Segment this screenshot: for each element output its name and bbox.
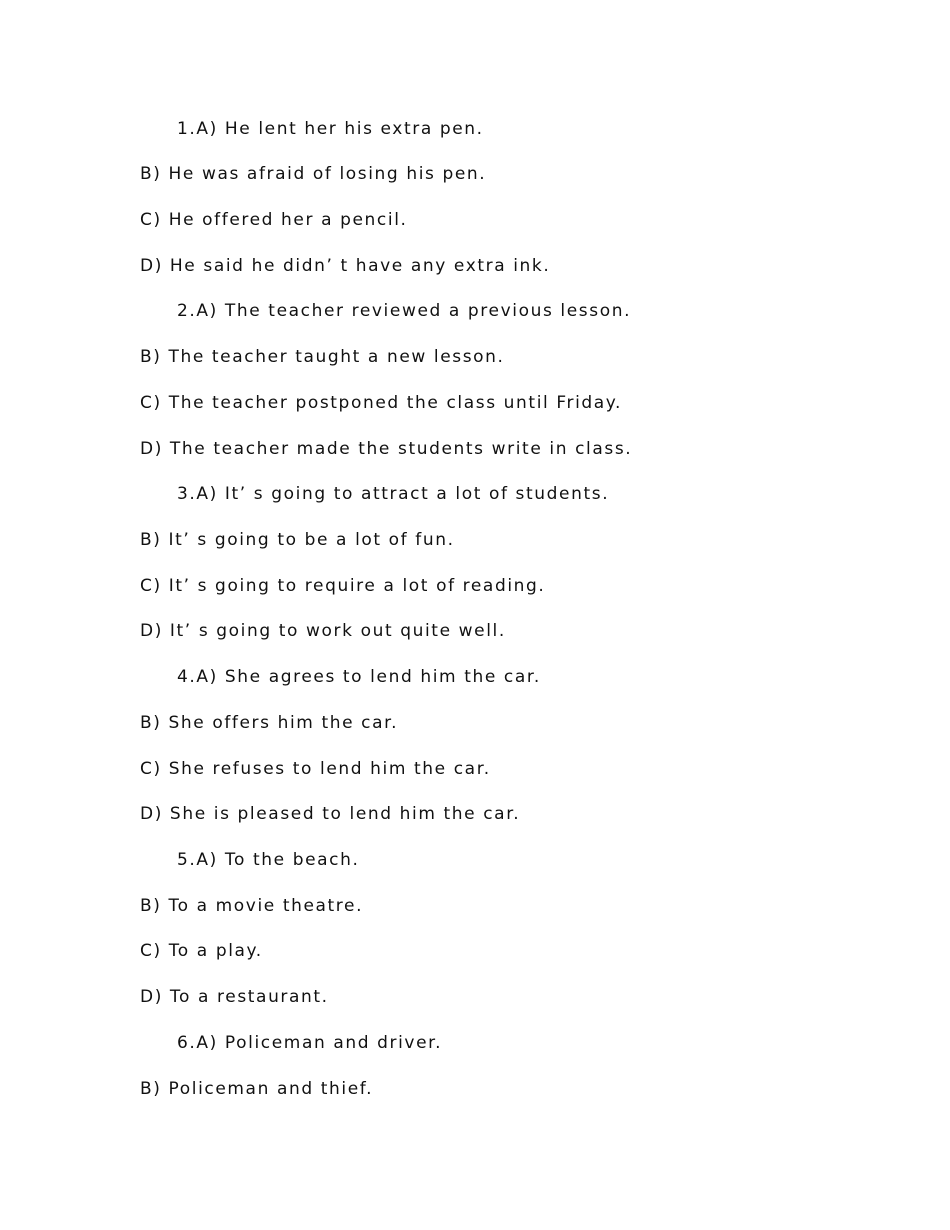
- question-3-option-a: 3.A) It’ s going to attract a lot of students.: [177, 484, 610, 504]
- question-6-option-a: 6.A) Policeman and driver.: [177, 1033, 443, 1053]
- question-5-option-b: B) To a movie theatre.: [140, 896, 364, 916]
- question-4-option-a: 4.A) She agrees to lend him the car.: [177, 667, 541, 687]
- question-2-option-a: 2.A) The teacher reviewed a previous lesson.: [177, 301, 632, 321]
- question-3-option-b: B) It’ s going to be a lot of fun.: [140, 530, 455, 550]
- question-2-option-d: D) The teacher made the students write in class.: [140, 439, 633, 459]
- question-1-option-d: D) He said he didn’ t have any extra ink.: [140, 256, 551, 276]
- question-1-option-a: 1.A) He lent her his extra pen.: [177, 119, 484, 139]
- question-4-option-d: D) She is pleased to lend him the car.: [140, 804, 521, 824]
- question-4-option-b: B) She offers him the car.: [140, 713, 399, 733]
- question-1-option-c: C) He offered her a pencil.: [140, 210, 408, 230]
- question-3-option-c: C) It’ s going to require a lot of reading.: [140, 576, 546, 596]
- question-4-option-c: C) She refuses to lend him the car.: [140, 759, 491, 779]
- question-5-option-a: 5.A) To the beach.: [177, 850, 360, 870]
- question-6-option-b: B) Policeman and thief.: [140, 1079, 374, 1099]
- question-2-option-c: C) The teacher postponed the class until Friday.: [140, 393, 623, 413]
- question-5-option-d: D) To a restaurant.: [140, 987, 329, 1007]
- question-2-option-b: B) The teacher taught a new lesson.: [140, 347, 505, 367]
- question-3-option-d: D) It’ s going to work out quite well.: [140, 621, 506, 641]
- question-1-option-b: B) He was afraid of losing his pen.: [140, 164, 487, 184]
- question-5-option-c: C) To a play.: [140, 941, 263, 961]
